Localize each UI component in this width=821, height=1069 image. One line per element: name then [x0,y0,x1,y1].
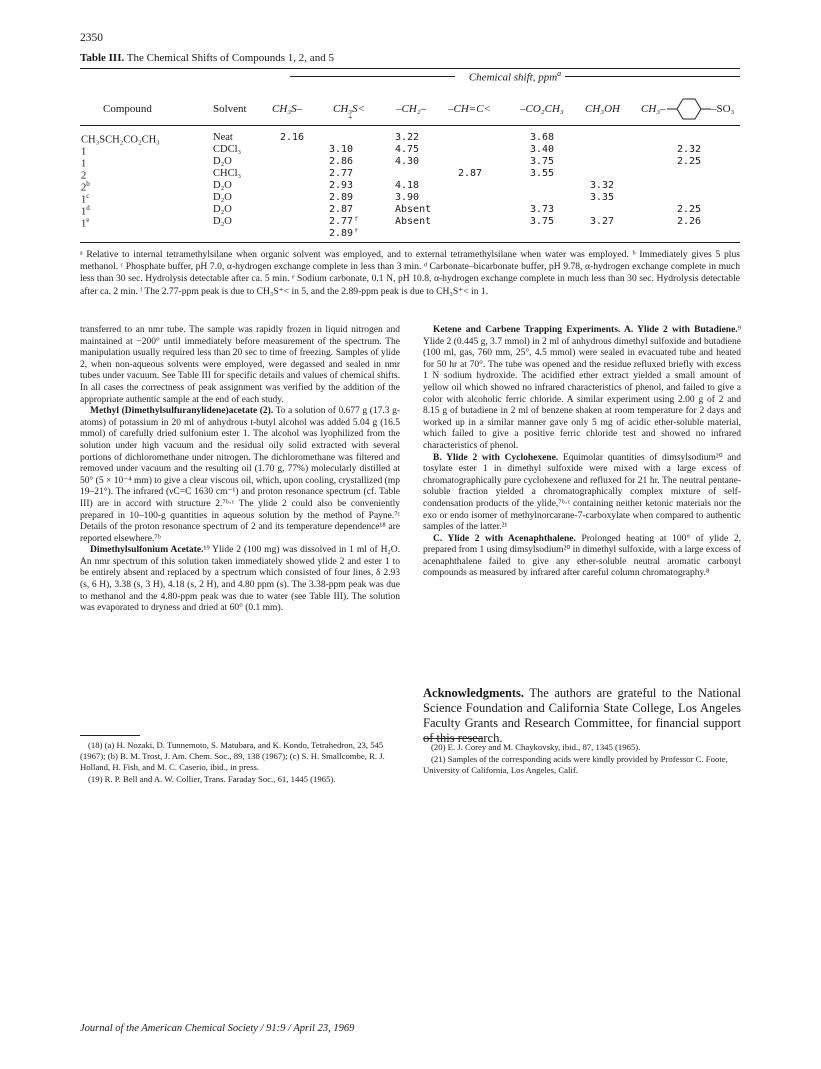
right-paragraph-2-title: B. Ylide 2 with Cyclohexene. [433,452,559,463]
header-ch3s: CH₃S– [272,103,303,115]
left-paragraph-2 [80,406,400,545]
table-cell-solvent: CHCl₃ [213,168,242,179]
table-cell-solvent: D₂O [213,180,232,191]
table-cell-compound-note: b [86,180,90,188]
left-paragraph-2-text: To a solution of 0.677 g (17.3 g-atoms) of potassium in 20 ml of anhydrous t-butyl alcohol was added 5.04 g (16.5 mmol) of carefully dried sulfonium ester 1. The alcohol was lyophilized from the solution under high vacuum and the residual oily solid extracted with several portions of dichloromethane under nitrogen. The dichloromethane was filtered and removed under vacuum and the resulting oil (1.70 g, 77%) molecularly distilled at 50° (5 × 10⁻⁴ mm) to give a clear viscous oil, which, upon cooling, crystallized (mp 19–21°). The infrared (νC=C 1630 cm⁻¹) and proton resonance spectrum (cf. Table III) are in accord with structure 2.⁷ᵇ·ᶜ The ylide 2 could also be conveniently prepared in 10–100-g quantities in aqueous solution by the method of Payne.⁷ᶜ Details of the proton resonance spectrum of 2 and its temperature dependence¹⁸ are reported elsewhere.⁷ᵇ [80,406,400,544]
header-ch3s-plus-mark: + [348,113,353,122]
table-cell-ch-eq-c: 2.87 [458,168,483,179]
table-cell-compound: CH₃SCH₂CO₂CH₃ [81,134,160,146]
table-cell-ch2: 4.75 [395,144,420,155]
table-cell-ch3s-plus: 2.77ᶠ [329,216,360,227]
table-cell-compound-note: e [86,216,90,224]
table-cell-ch3-tolyl: 2.26 [677,216,702,227]
table-cell-ch3-tolyl: 2.32 [677,144,702,155]
journal-footer: Journal of the American Chemical Society / 91:9 / April 23, 1969 [80,1023,355,1034]
acknowledgments [423,686,741,746]
header-compound: Compound [103,103,152,115]
right-paragraph-3-title: C. Ylide 2 with Acenaphthalene. [433,533,576,544]
left-paragraph-3-title: Dimethylsulfonium Acetate. [90,545,204,556]
table-cell-compound-note: c [86,192,90,200]
table-caption [80,52,334,64]
table-cell-ch3s-plus: 2.89 [329,192,354,203]
reference-21: (21) Samples of the corresponding acids were kindly provided by Professor C. Foote, University of California, Los Angeles, Calif. [423,754,728,775]
table-caption-text: The Chemical Shifts of Compounds 1, 2, and 5 [126,52,334,64]
table-cell-compound: 1 [81,146,87,158]
span-header-note: a [557,69,562,78]
header-solvent: Solvent [213,103,247,115]
acknowledgments-text: The authors are grateful to the National Science Foundation and California State College, Los Angeles Faculty Grants and Research Committee, for financial support of this research. [423,686,741,745]
table-cell-compound: 1$^d$ [81,204,90,218]
references-left [80,740,400,786]
acknowledgments-title: Acknowledgments. [423,686,525,700]
table-cell-solvent: D₂O [213,216,232,227]
references-left-separator [80,735,140,736]
table-cell-ch2: Absent [395,216,432,227]
left-paragraph-3 [80,545,400,615]
header-co2ch3: –CO₂CH₃ [520,103,564,115]
header-ch3oh: CH₃OH [585,103,620,115]
table-cell-ch2: 3.22 [395,132,420,143]
right-paragraph-1-title: Ketene and Carbene Trapping Experiments. A. Ylide 2 with Butadiene. [433,325,738,335]
table-cell-ch3oh: 3.35 [590,192,615,203]
table-cell-ch3oh: 3.27 [590,216,615,227]
table-cell-ch2: Absent [395,204,432,215]
header-ch2: –CH₂– [396,103,427,115]
table-header-rule [80,125,740,126]
span-header-line-right [565,76,740,77]
table-cell-compound: 2$^b$ [81,180,90,194]
reference-18: (18) (a) H. Nozaki, D. Tunnemoto, S. Matubara, and K. Kondo, Tetrahedron, 23, 545 (1967); (b) B. M. Trost, J. Am. Chem. Soc., 89, 138 (1967); (c) S. H. Smallcombe, R. J. Holland, H. Fish, and M. C. Caserio, ibid., in press. [80,740,385,772]
table-cell-ch3oh: 3.32 [590,180,615,191]
header-ch3s-plus-text: CH₃S< [333,103,366,115]
table-cell-ch3s-plus: 2.86 [329,156,354,167]
benzene-ring-icon [667,94,711,124]
header-ch3-tolyl: CH₃– [641,103,666,115]
left-column [80,325,400,615]
table-cell-co2ch3: 3.68 [530,132,555,143]
table-cell-ch2: 4.18 [395,180,420,191]
right-paragraph-1-text: ⁹ Ylide 2 (0.445 g, 3.7 mmol) in 2 ml of anhydrous dimethyl sulfoxide and butadiene (100 ml, gas, 760 mm, 25°, 4.5 mmol) were sealed in evacuated tube and heated for 50 hr at 70°. The tube was opened and the residue refluxed briefly with excess 1 N sodium hydroxide. The acidified ether extract yielded a small amount of yellow oil which showed no infrared characteristics of phenol, and failed to give a color with alcoholic ferric chloride. A similar experiment using 2.00 g of 2 and 8.15 g of butadiene in 2 ml of benzene shaken at room temperature for 2 days and worked up in a similar manner gave only 5 mg of acidic ether-soluble material, which failed to give a positive ferric chloride test and showed no infrared characteristics of phenol. [423,325,741,451]
table-cell-solvent: CDCl₃ [213,144,242,155]
table-cell-compound-note: d [86,204,90,212]
right-paragraph-1 [423,325,741,453]
right-paragraph-3 [423,534,741,580]
table-cell-ch3-tolyl: 2.25 [677,204,702,215]
header-ch3s-plus [333,103,366,122]
references-right-separator [423,738,483,739]
table-cell-solvent: D₂O [213,192,232,203]
table-cell-ch3s-plus: 2.89ᶠ [329,228,360,239]
table-cell-ch2: 3.90 [395,192,420,203]
references-right [423,742,741,777]
table-cell-co2ch3: 3.40 [530,144,555,155]
table-cell-co2ch3: 3.75 [530,156,555,167]
reference-19: (19) R. P. Bell and A. W. Collier, Trans. Faraday Soc., 61, 1445 (1965). [88,774,336,784]
table-cell-solvent: D₂O [213,204,232,215]
table-cell-ch3s-plus: 3.10 [329,144,354,155]
reference-20: (20) E. J. Corey and M. Chaykovsky, ibid., 87, 1345 (1965). [431,742,641,752]
right-paragraph-3-text: Prolonged heating at 100° of ylide 2, prepared from 1 using dimsylsodium²⁰ in dimethyl sulfoxide, with a large excess of acenaphthalene failed to give any ether-soluble neutral aromatic carbonyl compounds as measured by infrared after careful column chromatography.⁸ [423,533,741,579]
table-caption-label: Table III. [80,52,125,64]
table-bottom-rule [80,242,740,243]
left-paragraph-3-text: ¹⁹ Ylide 2 (100 mg) was dissolved in 1 ml of H₂O. An nmr spectrum of this solution taken immediately showed ylide 2 and ester 1 to be entirely absent and replaced by a spectrum which consisted of four lines, δ 2.93 (s, 6 H), 3.38 (s, 3 H), 4.18 (s, 2 H), and 4.80 ppm (s). The 3.38-ppm peak was due to methanol and the 4.80-ppm peak was due to water (see Table III). The solution was evaporated to dryness and dried at 60° (0.1 mm). [80,545,400,614]
table-cell-ch3s-plus: 2.93 [329,180,354,191]
table-cell-compound: 2 [81,170,87,182]
header-so3: –SO₃ [711,103,735,115]
table-cell-ch3s-plus: 2.87 [329,204,354,215]
table-cell-ch3s: 2.16 [280,132,305,143]
header-ch-eq-c: –CH=C< [448,103,491,115]
table-cell-compound: 1e [81,216,90,230]
table-cell-co2ch3: 3.55 [530,168,555,179]
left-paragraph-2-title: Methyl (Dimethylsulfuranylidene)acetate (2). [90,406,274,417]
right-paragraph-2-text: Equimolar quantities of dimsylsodium²⁰ and tosylate ester 1 in dimethyl sulfoxide were mixed with a large excess of chromatographically pure cyclohexene and refluxed for 21 hr. The neutral pentane-soluble fraction yielded a chromatographically complex mixture of self-condensation products of the ylide,⁷ᵇ·ᶜ containing neither ketonic materials nor the exo or endo isomer of methylnorcarane-7-carboxylate when compared to authentic samples of the latter.²¹ [423,452,741,533]
page-number: 2350 [80,32,103,44]
table-cell-compound: 1 [81,158,87,170]
table-footnotes: ᵃ Relative to internal tetramethylsilane when organic solvent was employed, and to external tetramethylsilane when water was employed. ᵇ Immediately gives 5 plus methanol. ᶜ Phosphate buffer, pH 7.0, α-hydrogen exchange complete in less than 3 min. ᵈ Carbonate–bicarbonate buffer, pH 9.78, α-hydrogen exchange complete in much less than 30 sec. Hydrolysis detectable after ca. 5 min. ᵉ Sodium carbonate, 0.1 N, pH 10.8, α-hydrogen exchange complete in much less than 30 sec. Hydrolysis detectable after ca. 2 min. ᶠ The 2.77-ppm peak is due to CH₃S⁺< in 5, and the 2.89-ppm peak is due to CH₃S⁺< in 1. [80,249,740,297]
span-header-text: Chemical shift, ppm [468,71,558,84]
table-cell-ch3-tolyl: 2.25 [677,156,702,167]
right-column [423,325,741,580]
table-cell-ch3s-plus: 2.77 [329,168,354,179]
table-cell-ch2: 4.30 [395,156,420,167]
table-cell-solvent: Neat [213,132,233,143]
span-header-line-left [290,76,455,77]
table-cell-co2ch3: 3.75 [530,216,555,227]
table-cell-co2ch3: 3.73 [530,204,555,215]
table-cell-compound: 1$^c$ [81,192,90,206]
right-paragraph-2 [423,453,741,534]
left-paragraph-1: transferred to an nmr tube. The sample was rapidly frozen in liquid nitrogen and maintained at −200° until immediately before measurement of the spectrum. The manipulation usually required less than 20 sec to time of freezing. Samples of ylide 2, when non-aqueous solvents were employed, were degassed and sealed in nmr tubes under vacuum. See Table III for specific details and values of chemical shifts. In all cases the correctness of peak assignment was verified by the addition of the appropriate authentic sample at the end of each study. [80,325,400,405]
table-cell-solvent: D₂O [213,156,232,167]
